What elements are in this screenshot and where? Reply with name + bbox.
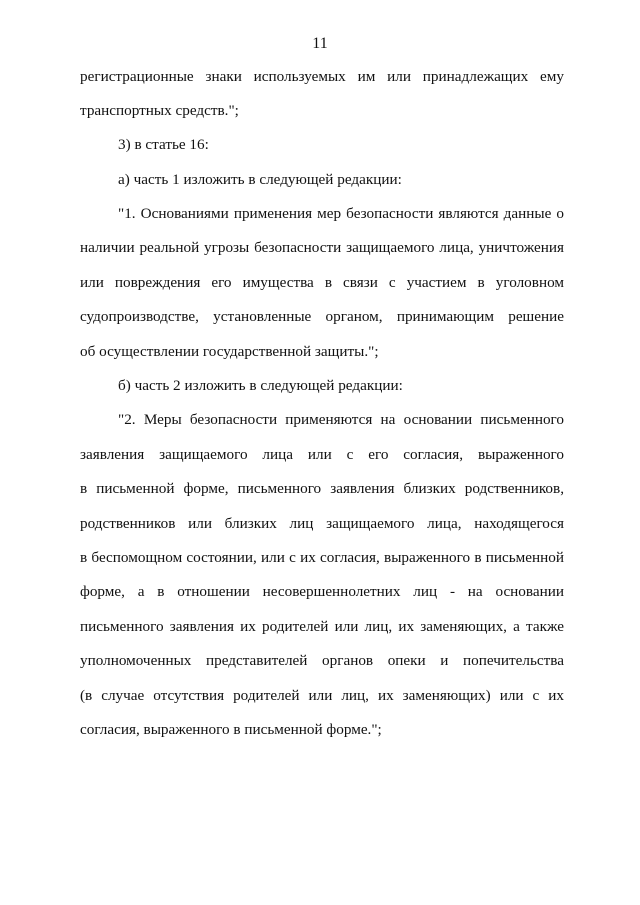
text-line: регистрационные знаки используемых им или принадлежащих ему	[80, 68, 564, 85]
page-number: 11	[312, 35, 328, 52]
text-line: 3) в статье 16:	[118, 136, 209, 153]
text-line: письменного заявления их родителей или лиц, их заменяющих, а также	[80, 618, 564, 635]
text-line: б) часть 2 изложить в следующей редакции:	[118, 377, 403, 394]
text-line: "2. Меры безопасности применяются на основании письменного	[118, 411, 564, 428]
text-line: форме, а в отношении несовершеннолетних лиц - на основании	[80, 583, 564, 600]
text-line: "1. Основаниями применения мер безопасности являются данные о	[118, 205, 564, 222]
text-line: родственников или близких лиц защищаемого лица, находящегося	[80, 515, 564, 532]
text-line: наличии реальной угрозы безопасности защищаемого лица, уничтожения	[80, 239, 564, 256]
text-line: в беспомощном состоянии, или с их согласия, выраженного в письменной	[80, 549, 564, 566]
text-line: транспортных средств.";	[80, 102, 239, 119]
text-line: судопроизводстве, установленные органом, принимающим решение	[80, 308, 564, 325]
text-line: об осуществлении государственной защиты.";	[80, 343, 379, 360]
text-line: согласия, выраженного в письменной форме.";	[80, 721, 382, 738]
text-line: а) часть 1 изложить в следующей редакции:	[118, 171, 402, 188]
text-line: в письменной форме, письменного заявления близких родственников,	[80, 480, 564, 497]
text-line: (в случае отсутствия родителей или лиц, их заменяющих) или с их	[80, 687, 564, 704]
text-line: или повреждения его имущества в связи с участием в уголовном	[80, 274, 564, 291]
text-line: уполномоченных представителей органов опеки и попечительства	[80, 652, 564, 669]
text-line: заявления защищаемого лица или с его согласия, выраженного	[80, 446, 564, 463]
